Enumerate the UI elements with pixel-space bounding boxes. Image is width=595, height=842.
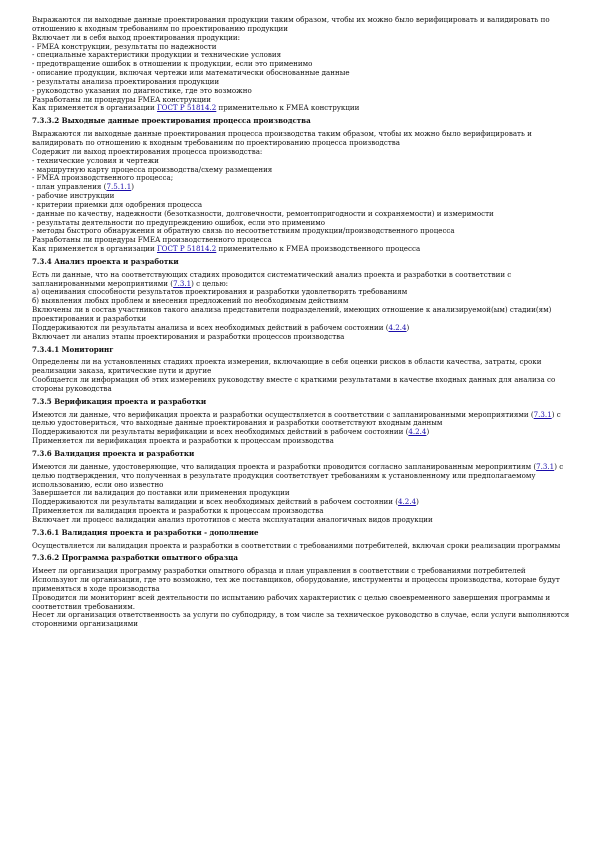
paragraph [32,358,572,376]
text-run: 7.3.6 Валидация проекта и разработки [32,448,195,458]
text-run: 7.3.6.2 Программа разработки опытного образца [32,553,238,563]
text-run: Включает ли в себя выход проектирования продукции: [32,32,241,42]
text-run: Несет ли организация ответственность за услуги по субподряду, в том числе за техническое руководство в случае, если услуги выполняются сторонними организациями [32,610,570,629]
text-run: ) [131,182,135,192]
text-run: 7.3.3.2 Выходные данные проектирования процесса производства [32,116,311,126]
text-run: Включены ли в состав участников такого анализа представители подразделений, имеющих отношение к анализируемой(ым) стадии(ям) проектирования и разработки [32,305,552,323]
reference-link[interactable]: 7.5.1.1 [106,182,132,192]
text-run: Разработаны ли процедуры FMEA конструкции [32,94,211,104]
text-run: 7.3.5 Верификация проекта и разработки [32,396,207,406]
paragraph [32,516,572,525]
paragraph [32,463,572,490]
text-run: 7.3.4.1 Мониторинг [32,344,114,354]
text-run: ) с целью подтверждения, что полученная в результате продукция соответствует требованиям к установленному или предполагаемому использованию, если оно известно [32,461,564,489]
reference-link[interactable]: ГОСТ Р 51814.2 [156,103,217,113]
text-run: а) оценивания способности результатов проектирования и разработки удовлетворять требованиям [32,287,408,297]
text-run: Имеются ли данные, что верификация проекта и разработки осуществляется в соответствии с запланированными мероприятиями ( [32,409,534,419]
text-run: ) [406,322,410,332]
text-run: Поддерживаются ли результаты валидации и всех необходимых действий в рабочем состоянии ( [32,497,399,507]
text-run: Выражаются ли выходные данные проектирования процесса производства таким образом, чтобы их можно было верифицировать и валидировать по отношению к входным требованиям по проектированию процесса производства [32,129,532,147]
text-run: Выражаются ли выходные данные проектирования продукции таким образом, чтобы их можно было верифицировать и валидировать по отношению к входным требованиям по проектированию продукции [32,15,550,33]
reference-link[interactable]: 7.3.1 [536,461,555,471]
text-run: применительно к FMEA производственного процесса [216,244,421,254]
paragraph [32,333,572,342]
text-run: Определены ли на установленных стадиях проекта измерения, включающие в себя оценки рисков в области качества, затраты, сроки реализации заказа, критические пути и другие [32,357,542,376]
section-heading [32,398,572,407]
paragraph [32,576,572,594]
paragraph [32,437,572,446]
text-run: Есть ли данные, что на соответствующих стадиях проводится систематический анализ проекта и разработки в соответствии с запланированными мероприятиями ( [32,269,512,288]
text-run: - технические условия и чертежи [32,155,159,165]
reference-link[interactable]: ГОСТ Р 51814.2 [156,244,217,254]
text-run: Применяется ли валидация проекта и разработки к процессам производства [32,506,324,516]
text-run: - критерии приемки для одобрения процесса [32,199,203,209]
text-run: - специальные характеристики продукции и технические условия [32,50,282,60]
text-run: - предотвращение ошибок в отношении к продукции, если это применимо [32,59,313,69]
paragraph [32,376,572,394]
text-run: Имеет ли организация программу разработки опытного образца и план управления в соответствии с требованиями потребителей [32,566,526,576]
text-run: Включает ли процесс валидации анализ прототипов с места эксплуатации аналогичных видов продукции [32,514,433,524]
reference-link[interactable]: 4.2.4 [398,497,417,507]
section-heading [32,117,572,126]
paragraph [32,271,572,289]
reference-link[interactable]: 4.2.4 [388,322,407,332]
reference-link[interactable]: 7.3.1 [173,278,192,288]
section-heading [32,529,572,538]
text-run: - руководство указания по диагностике, где это возможно [32,85,252,95]
section-heading [32,258,572,267]
paragraph [32,306,572,324]
paragraph [32,611,572,629]
text-run: - маршрутную карту процесса производства/схему размещения [32,164,273,174]
text-run: Включает ли анализ этапы проектирования и разработки процессов производства [32,331,345,341]
text-run: ) [416,497,419,507]
text-run: Применяется ли верификация проекта и разработки к процессам производства [32,436,334,446]
paragraph [32,130,572,148]
text-run: ) с целью: [191,278,229,288]
text-run: 7.3.6.1 Валидация проекта и разработки - дополнение [32,527,259,537]
document-body [32,16,572,629]
text-run: Осуществляется ли валидация проекта и разработки в соответствии с требованиями потребителей, включая сроки реализации программы [32,540,561,550]
section-heading [32,450,572,459]
text-run: - описание продукции, включая чертежи или математически обоснованные данные [32,68,350,78]
section-heading [32,554,572,563]
text-run: Содержит ли выход проектирования процесса производства: [32,146,263,156]
text-run: Поддерживаются ли результаты анализа и всех необходимых действий в рабочем состоянии ( [32,322,389,332]
text-run: - рабочие инструкции [32,191,115,201]
paragraph [32,16,572,34]
text-run: б) выявления любых проблем и внесения предложений по необходимым действиям [32,296,349,306]
text-run: - данные по качеству, надежности (безотказности, долговечности, ремонтопригодности и сохраняемости) и измеримости [32,208,494,218]
paragraph [32,104,572,113]
text-run: Как применяется в организации [32,244,157,254]
text-run: - план управления ( [32,182,107,192]
text-run: - результаты деятельности по предупреждению ошибок, если это применимо [32,217,326,227]
text-run: ) [426,427,430,437]
paragraph [32,411,572,429]
paragraph [32,594,572,612]
text-run: Сообщается ли информация об этих измерениях руководству вместе с краткими результатами в качестве входных данных для анализа со стороны руководства [32,375,556,393]
text-run: Проводится ли мониторинг всей деятельности по испытанию рабочих характеристик с целью своевременного завершения программы и соответствия требованиям. [32,592,551,611]
text-run: - FMEA производственного процесса; [32,173,174,183]
text-run: ) с целью удостовериться, что выходные данные проектирования и разработки соответствуют входным данным [32,409,561,428]
paragraph [32,542,572,551]
text-run: Имеются ли данные, удостоверяющие, что валидация проекта и разработки проводится согласно запланированным мероприятиям ( [32,461,537,471]
reference-link[interactable]: 7.3.1 [533,409,552,419]
text-run: 7.3.4 Анализ проекта и разработки [32,256,179,266]
text-run: - результаты анализа проектирования продукции [32,76,220,86]
text-run: - методы быстрого обнаружения и обратную связь по несоответствиям продукции/производственного процесса [32,226,455,236]
text-run: - FMEA конструкции, результаты по надежности [32,41,217,51]
paragraph [32,245,572,254]
text-run: Разработаны ли процедуры FMEA производственного процесса [32,235,272,245]
reference-link[interactable]: 4.2.4 [408,427,427,437]
text-run: Завершается ли валидация до поставки или применения продукции [32,488,290,498]
text-run: Используют ли организация, где это возможно, тех же поставщиков, оборудование, инструменты и процессы производства, которые будут применяться в ходе производства [32,575,560,593]
text-run: Поддерживаются ли результаты верификации и всех необходимых действий в рабочем состоянии ( [32,427,409,437]
section-heading [32,346,572,355]
text-run: применительно к FMEA конструкции [216,103,360,113]
text-run: Как применяется в организации [32,103,157,113]
